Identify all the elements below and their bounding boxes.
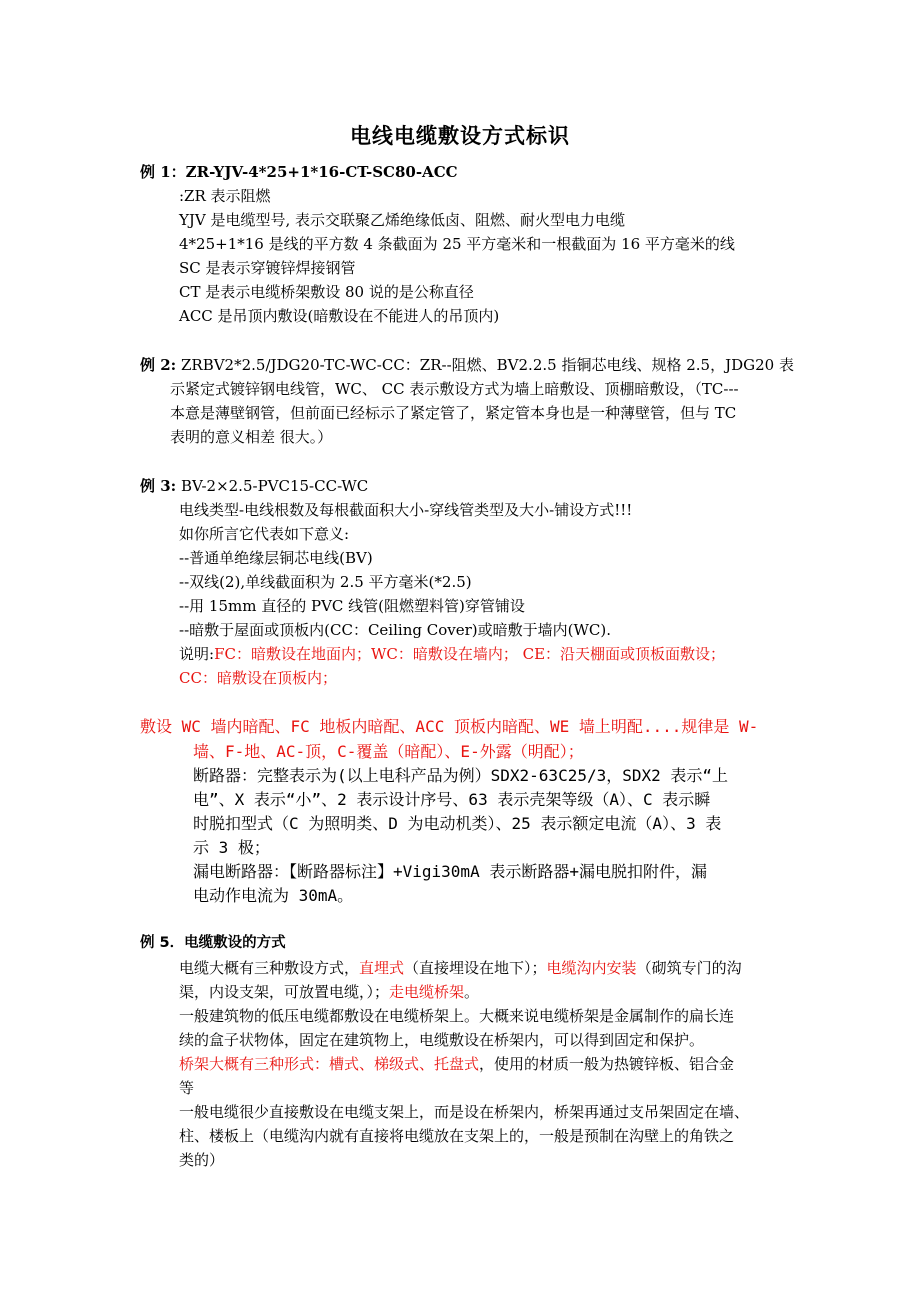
example-5-line: 一般电缆很少直接敷设在电缆支架上，而是设在桥架内，桥架再通过支吊架固定在墙、 xyxy=(179,1103,750,1121)
example-3-line: 如你所言它代表如下意义: xyxy=(179,525,350,543)
example-1-label: 例 1： xyxy=(140,163,186,181)
example-3-line: --暗敷于屋面或顶板内(CC：Ceiling Cover)或暗敷于墙内(WC). xyxy=(179,621,611,639)
example-3-line: --用 15mm 直径的 PVC 线管(阻燃塑料管)穿管铺设 xyxy=(179,597,525,615)
example-2-line: 表明的意义相差 很大。） xyxy=(170,428,333,446)
example-5-line: 一般建筑物的低压电缆都敷设在电缆桥架上。大概来说电缆桥架是金属制作的扁长连 xyxy=(179,1007,735,1025)
example-2-first-line xyxy=(140,354,794,376)
example-3-line: --双线(2),单线截面积为 2.5 平方毫米(*2.5) xyxy=(179,573,472,591)
breaker-line: 电”、X 表示“小”、2 表示设计序号、63 表示壳架等级（A）、C 表示瞬 xyxy=(193,790,711,809)
example-1-line: 4*25+1*16 是线的平方数 4 条截面为 25 平方毫米和一根截面为 16 平方毫米的线 xyxy=(179,235,735,253)
document-title: 电线电缆敷设方式标识 xyxy=(350,124,570,148)
example-3-note xyxy=(179,643,725,665)
highlight-tray-forms: 桥架大概有三种形式：槽式、梯级式、托盘式 xyxy=(179,1055,480,1073)
text-run: 。 xyxy=(464,983,480,1001)
note-text: FC：暗敷设在地面内；WC：暗敷设在墙内； CE：沿天棚面或顶板面敷设； xyxy=(214,645,726,663)
example-5-paragraph-3 xyxy=(179,1053,734,1075)
example-2-line: 示紧定式镀锌钢电线管，WC、 CC 表示敷设方式为墙上暗敷设、顶棚暗敷设，（TC--- xyxy=(170,380,739,398)
text-run: ，使用的材质一般为热镀锌板、铝合金 xyxy=(479,1055,735,1073)
example-1-line: YJV 是电缆型号, 表示交联聚乙烯绝缘低卤、阻燃、耐火型电力电缆 xyxy=(179,211,626,229)
breaker-line: 时脱扣型式（C 为照明类、D 为电动机类）、25 表示额定电流（A）、3 表 xyxy=(193,814,722,833)
example-3-line: 电线类型-电线根数及每根截面积大小-穿线管类型及大小-铺设方式!!! xyxy=(179,501,633,519)
text-run: 渠，内设支架，可放置电缆，）； xyxy=(179,983,390,1001)
example-5-paragraph-1 xyxy=(179,957,742,979)
highlight-trench: 电缆沟内安装 xyxy=(546,959,637,977)
example-3-line: --普通单绝缘层铜芯电线(BV) xyxy=(179,549,373,567)
example-2-line: 本意是薄壁钢管，但前面已经标示了紧定管了，紧定管本身也是一种薄壁管，但与 TC xyxy=(170,404,737,422)
example-5-heading: 例 5．电缆敷设的方式 xyxy=(140,935,286,951)
example-1-line: CT 是表示电缆桥架敷设 80 说的是公称直径 xyxy=(179,283,474,301)
text-run: 电缆大概有三种敷设方式， xyxy=(179,959,360,977)
breaker-line: 断路器：完整表示为(以上电科产品为例）SDX2-63C25/3，SDX2 表示“上 xyxy=(193,766,729,785)
example-5-paragraph-1-cont xyxy=(179,981,479,1003)
example-3-code: BV-2×2.5-PVC15-CC-WC xyxy=(180,477,369,495)
example-1-heading xyxy=(140,161,458,183)
highlight-tray: 走电缆桥架 xyxy=(389,983,465,1001)
example-1-line: SC 是表示穿镀锌焊接钢管 xyxy=(179,259,356,277)
example-1-code: ZR-YJV-4*25+1*16-CT-SC80-ACC xyxy=(185,163,458,181)
example-3-heading xyxy=(140,475,368,497)
highlight-direct-burial: 直埋式 xyxy=(359,959,405,977)
example-3-note-line: CC：暗敷设在顶板内； xyxy=(179,669,337,687)
laying-rule-line: 墙、F-地、AC-顶，C-覆盖（暗配）、E-外露（明配）； xyxy=(193,742,584,761)
laying-rule-line: 敷设 WC 墙内暗配、FC 地板内暗配、ACC 顶板内暗配、WE 墙上明配....规律是 W- xyxy=(140,717,759,736)
example-2-text: ZRBV2*2.5/JDG20-TC-WC-CC：ZR--阻燃、BV2.2.5 指铜芯电线、规格 2.5，JDG20 表 xyxy=(180,356,794,374)
example-5-line: 柱、楼板上（电缆沟内就有直接将电缆放在支架上的，一般是预制在沟壁上的角铁之 xyxy=(179,1127,735,1145)
leakage-breaker-line: 漏电断路器：【断路器标注】+Vigi30mA 表示断路器+漏电脱扣附件，漏 xyxy=(193,862,707,881)
text-run: （砌筑专门的沟 xyxy=(636,959,742,977)
breaker-line: 示 3 极； xyxy=(193,838,270,857)
example-1-line: :ZR 表示阻燃 xyxy=(179,187,271,205)
example-5-line: 续的盒子状物体，固定在建筑物上，电缆敷设在桥架内，可以得到固定和保护。 xyxy=(179,1031,705,1049)
note-label: 说明: xyxy=(179,645,215,663)
example-2-label: 例 2: xyxy=(140,356,177,374)
example-1-line: ACC 是吊顶内敷设(暗敷设在不能进人的吊顶内) xyxy=(179,307,500,325)
text-run: （直接埋设在地下）； xyxy=(404,959,547,977)
example-3-label: 例 3: xyxy=(140,477,177,495)
example-5-line: 类的） xyxy=(179,1151,225,1169)
leakage-breaker-line: 电动作电流为 30mA。 xyxy=(193,886,354,905)
example-5-line: 等 xyxy=(179,1079,195,1097)
